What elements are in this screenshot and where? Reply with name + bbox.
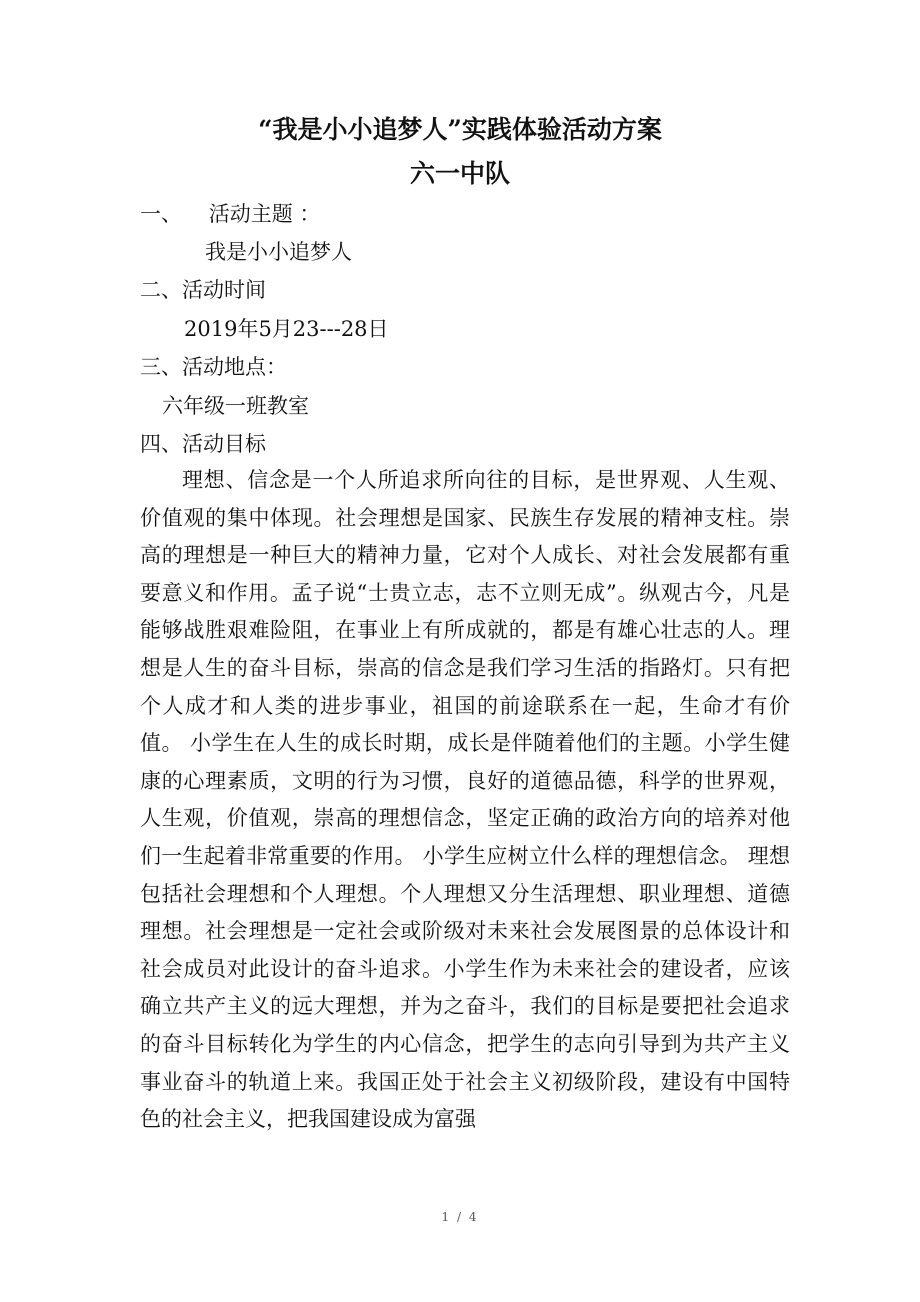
section-heading-location: 三、活动地点： — [140, 355, 287, 379]
section-content-time: 2019年5月23---28日 — [184, 317, 389, 341]
section-heading-time: 二、活动时间 — [140, 278, 266, 302]
page-number: 1 / 4 — [441, 1210, 479, 1224]
section-content-location: 六年级一班教室 — [162, 394, 309, 418]
section-heading-theme: 一、 活动主题 ： — [140, 202, 321, 226]
body-paragraph: 理想、信念是一个人所追求所向往的目标，是世界观、人生观、价值观的集中体现。社会理想是国家、民族生存发展的精神支柱。崇高的理想是一种巨大的精神力量，它对个人成长、对社会发展都有重要意义和作用。孟子说“士贵立志，志不立则无成”。纵观古今，凡是能够战胜艰难险阻，在事业上有所成就的，都是有雄心壮志的人。理想是人生的奋斗目标，崇高的信念是我们学习生活的指路灯。只有把个人成才和人类的进步事业，祖国的前途联系在一起，生命才有价值。 小学生在人生的成长时期，成长是伴随着他们的主题。小学生健康的心理素质，文明的行为习惯，良好的道德品德，科学的世界观，人生观，价值观，崇高的理想信念，坚定正确的政治方向的培养对他们一生起着非常重要的作用。 小学生应树立什么样的理想信念。 理想包括社会理想和个人理想。个人理想又分生活理想、职业理想、道德理想。社会理想是一定社会或阶级对未来社会发展图景的总体设计和社会成员对此设计的奋斗追求。小学生作为未来社会的建设者，应该确立共产主义的远大理想，并为之奋斗，我们的目标是要把社会追求的奋斗目标转化为学生的内心信念，把学生的志向引导到为共产主义事业奋斗的轨道上来。我国正处于社会主义初级阶段，建设有中国特色的社会主义，把我国建设成为富强 — [140, 468, 790, 1132]
document-subtitle: 六一中队 — [409, 159, 510, 188]
section-content-theme: 我是小小追梦人 — [205, 240, 352, 264]
section-heading-goal: 四、活动目标 — [140, 432, 266, 456]
document-title: “我是小小追梦人”实践体验活动方案 — [258, 115, 662, 144]
